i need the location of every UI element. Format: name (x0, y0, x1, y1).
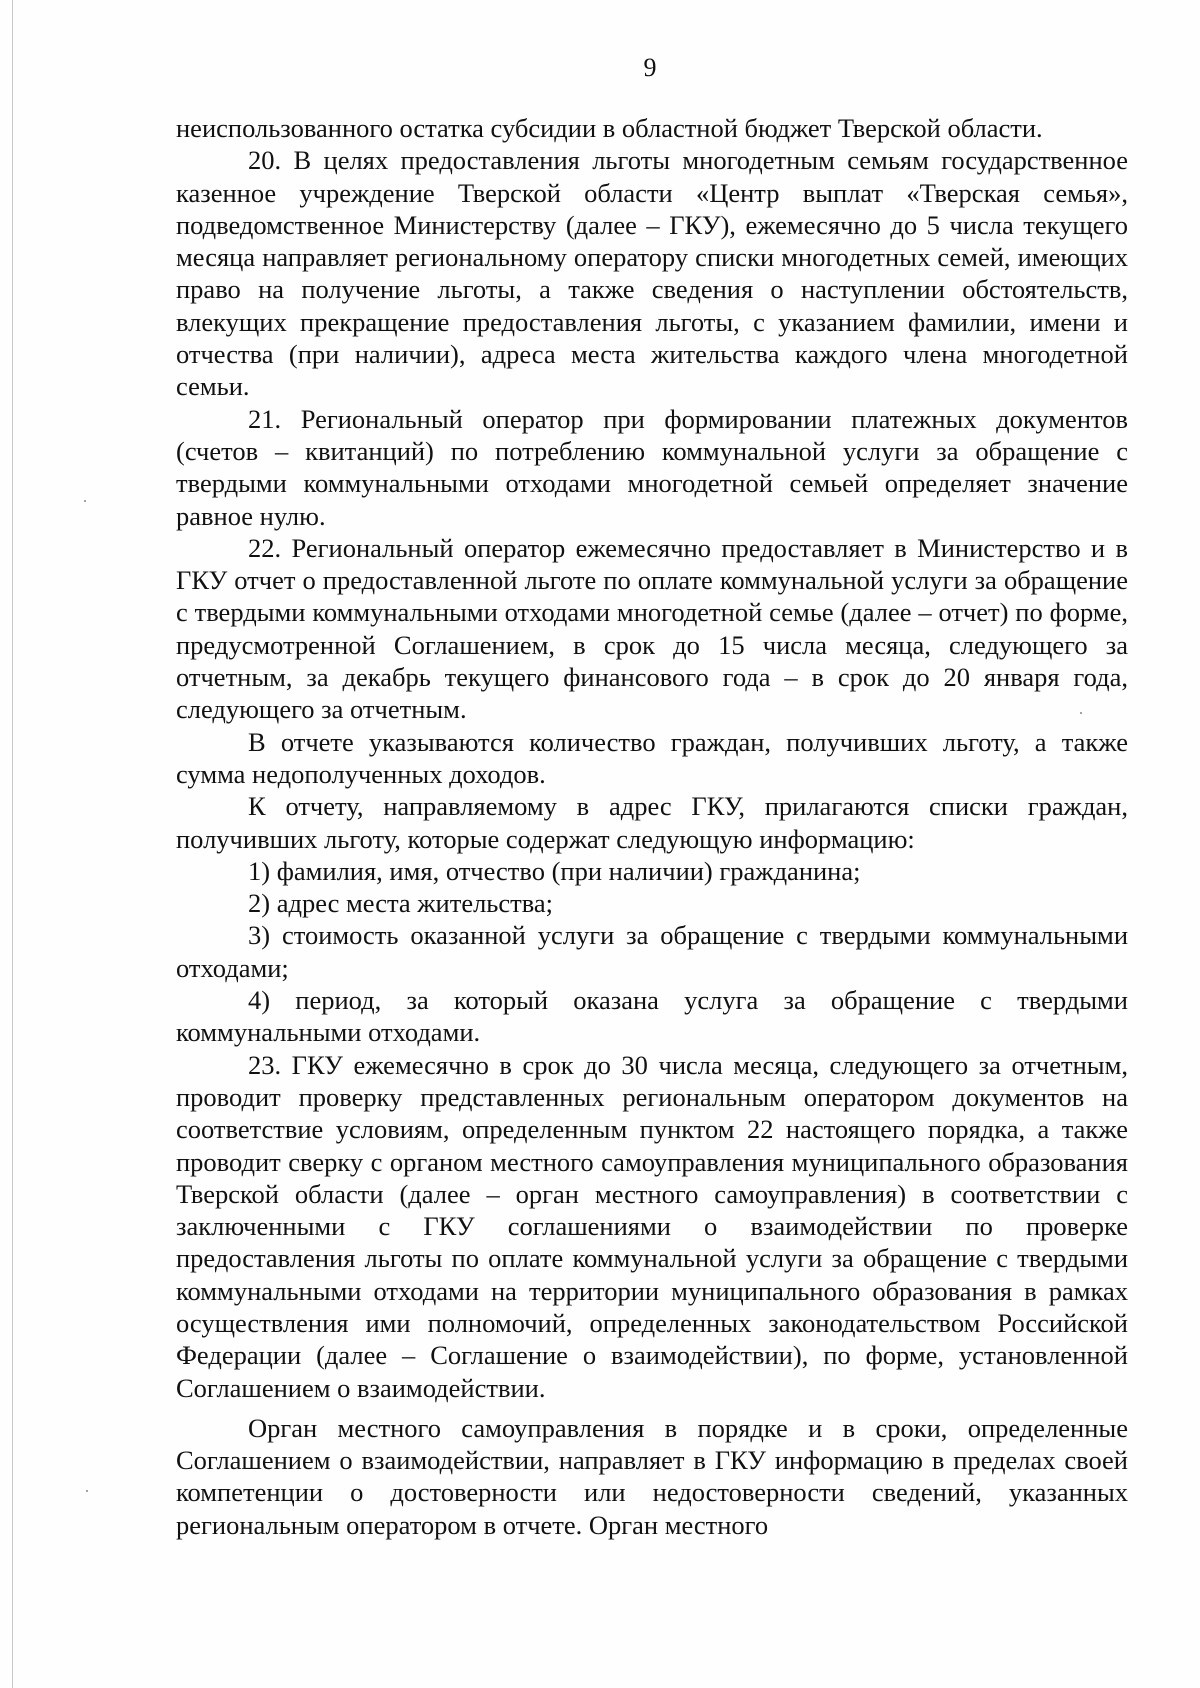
list-item-2: 2) адрес места жительства; (248, 888, 554, 919)
paragraph-local-government: Орган местного самоуправления в порядке и в сроки, определенные Соглашением о взаимодействии, направляет в ГКУ информацию в пределах своей компетенции о достоверности или недостоверности сведений, указанных региональным оператором в отчете. Орган местного (176, 1412, 1128, 1540)
paragraph-report-contents: В отчете указываются количество граждан, получивших льготу, а также сумма недополученных доходов. (176, 726, 1128, 789)
paragraph-item-23: 23. ГКУ ежемесячно в срок до 30 числа месяца, следующего за отчетным, проводит проверку представленных региональным оператором документов на соответствие условиям, определенным пунктом 22 настоящего порядка, а также проводит сверку с органом местного самоуправления муниципального образования Тверской области (далее – орган местного самоуправления) в соответствии с заключенными с ГКУ соглашениями о взаимодействии по проверке предоставления льготы по оплате коммунальной услуги за обращение с твердыми коммунальными отходами на территории муниципального образования в рамках осуществления ими полномочий, определенных законодательством Российской Федерации (далее – Соглашение о взаимодействии), по форме, установленной Соглашением о взаимодействии. (176, 1049, 1128, 1403)
paragraph-item-20: 20. В целях предоставления льготы многодетным семьям государственное казенное учреждение Тверской области «Центр выплат «Тверская семья», подведомственное Министерству (далее – ГКУ), ежемесячно до 5 числа текущего месяца направляет региональному оператору списки многодетных семей, имеющих право на получение льготы, а также сведения о наступлении обстоятельств, влекущих прекращение предоставления льготы, с указанием фамилии, имени и отчества (при наличии), адреса места жительства каждого члена многодетной семьи. (176, 145, 1128, 402)
paragraph-report-attachments: К отчету, направляемому в адрес ГКУ, прилагаются списки граждан, получивших льготу, которые содержат следующую информацию: (176, 791, 1128, 854)
list-item-4: 4) период, за который оказана услуга за обращение с твердыми коммунальными отходами. (176, 985, 1128, 1048)
paragraph-continuation: неиспользованного остатка субсидии в областной бюджет Тверской области. (176, 113, 1043, 143)
page-number: 9 (643, 53, 657, 82)
scan-edge-line (12, 0, 13, 1688)
scan-speck (84, 500, 86, 502)
paragraph-item-21: 21. Региональный оператор при формировании платежных документов (счетов – квитанций) по потреблению коммунальной услуги за обращение с твердыми коммунальными отходами многодетной семьей определяет значение равное нулю. (176, 403, 1128, 531)
scan-speck (86, 1490, 88, 1492)
paragraph-item-22: 22. Региональный оператор ежемесячно предоставляет в Министерство и в ГКУ отчет о предоставленной льготе по оплате коммунальной услуги за обращение с твердыми коммунальными отходами многодетной семье (далее – отчет) по форме, предусмотренной Соглашением, в срок до 15 числа месяца, следующего за отчетным, за декабрь текущего финансового года – в срок до 20 января года, следующего за отчетным. (176, 532, 1128, 725)
list-item-1: 1) фамилия, имя, отчество (при наличии) гражданина; (248, 855, 861, 886)
list-item-3: 3) стоимость оказанной услуги за обращение с твердыми коммунальными отходами; (176, 920, 1128, 983)
document-body (176, 112, 1128, 1541)
